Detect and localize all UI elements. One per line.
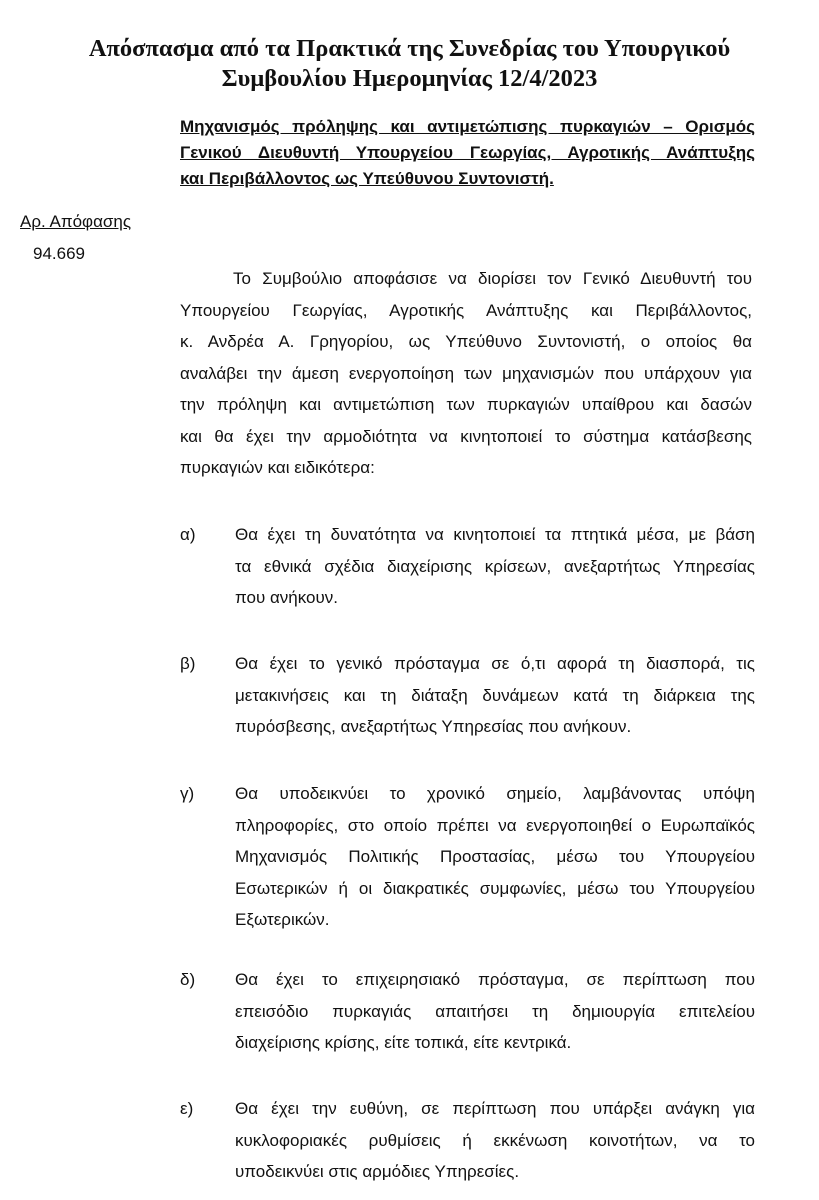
list-item-line: κυκλοφοριακές ρυθμίσεις ή εκκένωση κοινοτήτων, να το [235,1130,755,1150]
list-item-line: μετακινήσεις και τη διάταξη δυνάμεων κατά τη διάρκεια της [235,685,755,705]
list-item-line: επεισόδιο πυρκαγιάς απαιτήσει τη δημιουργία επιτελείου [235,1001,755,1021]
list-item-line: τα εθνικά σχέδια διαχείρισης κρίσεων, ανεξαρτήτως Υπηρεσίας [235,556,755,576]
list-item-line: υποδεικνύει στις αρμόδιες Υπηρεσίες. [235,1162,520,1181]
list-item-line: Θα έχει τη δυνατότητα να κινητοποιεί τα πτητικά μέσα, με βάση [235,525,755,544]
list-item-text [235,648,755,743]
paragraph-line: Υπουργείου Γεωργίας, Αγροτικής Ανάπτυξης και Περιβάλλοντος, [180,300,752,320]
paragraph-line: Το Συμβούλιο αποφάσισε να διορίσει τον Γενικό Διευθυντή του [233,269,752,288]
title-line: Απόσπασμα από τα Πρακτικά της Συνεδρίας του Υπουργικού [88,35,731,62]
decision-number-label: Αρ. Απόφασης [20,212,132,231]
paragraph-line: αναλάβει την άμεση ενεργοποίηση των μηχανισμών που υπάρχουν για [180,363,752,383]
list-item-line: Εξωτερικών. [235,910,330,929]
paragraph-line: την πρόληψη και αντιμετώπιση των πυρκαγιών υπαίθρου και δασών [180,395,752,414]
list-item-line: που ανήκουν. [235,588,339,607]
intro-paragraph [180,263,752,484]
list-item-text [235,964,755,1059]
list-item-line: Θα υποδεικνύει το χρονικό σημείο, λαμβάνοντας υπόψη [235,784,755,803]
list-item-text [235,519,755,614]
list-item-line: Εσωτερικών ή οι διακρατικές συμφωνίες, μέσω του Υπουργείου [235,878,755,898]
list-item-line: διαχείρισης κρίσης, είτε τοπικά, είτε κεντρικά. [235,1033,572,1052]
list-item-text [235,778,755,936]
paragraph-line: και θα έχει την αρμοδιότητα να κινητοποιεί το σύστημα κατάσβεσης [180,426,752,446]
list-item-line: Θα έχει το επιχειρησιακό πρόσταγμα, σε περίπτωση που [235,970,755,989]
subject-line: Γενικού Διευθυντή Υπουργείου Γεωργίας, Αγροτικής Ανάπτυξης [180,143,755,162]
subject-line: και Περιβάλλοντος ως Υπεύθυνου Συντονιστή. [180,169,554,188]
list-item-line: Μηχανισμός Πολιτικής Προστασίας, μέσω του Υπουργείου [235,847,755,866]
list-item-letter: γ) [180,784,195,803]
decision-subject [180,114,755,192]
list-item-letter: β) [180,654,196,673]
subject-line: Μηχανισμός πρόληψης και αντιμετώπισης πυρκαγιών – Ορισμός [180,117,755,136]
list-item-letter: ε) [180,1099,194,1118]
decision-number: 94.669 [33,244,85,263]
list-item-line: Θα έχει την ευθύνη, σε περίπτωση που υπάρξει ανάγκη για [235,1099,755,1118]
document-title [0,34,819,94]
list-item-letter: δ) [180,970,196,989]
title-line: Συμβουλίου Ημερομηνίας 12/4/2023 [221,65,598,92]
paragraph-line: κ. Ανδρέα Α. Γρηγορίου, ως Υπεύθυνο Συντονιστή, ο οποίος θα [180,332,752,351]
list-item-line: πληροφορίες, στο οποίο πρέπει να ενεργοποιηθεί ο Ευρωπαϊκός [235,815,755,835]
list-item-text [235,1093,755,1188]
list-item-line: πυρόσβεσης, ανεξαρτήτως Υπηρεσίας που ανήκουν. [235,717,632,736]
list-item-line: Θα έχει το γενικό πρόσταγμα σε ό,τι αφορά τη διασπορά, τις [235,654,755,673]
paragraph-line: πυρκαγιών και ειδικότερα: [180,458,375,477]
list-item-letter: α) [180,525,196,544]
